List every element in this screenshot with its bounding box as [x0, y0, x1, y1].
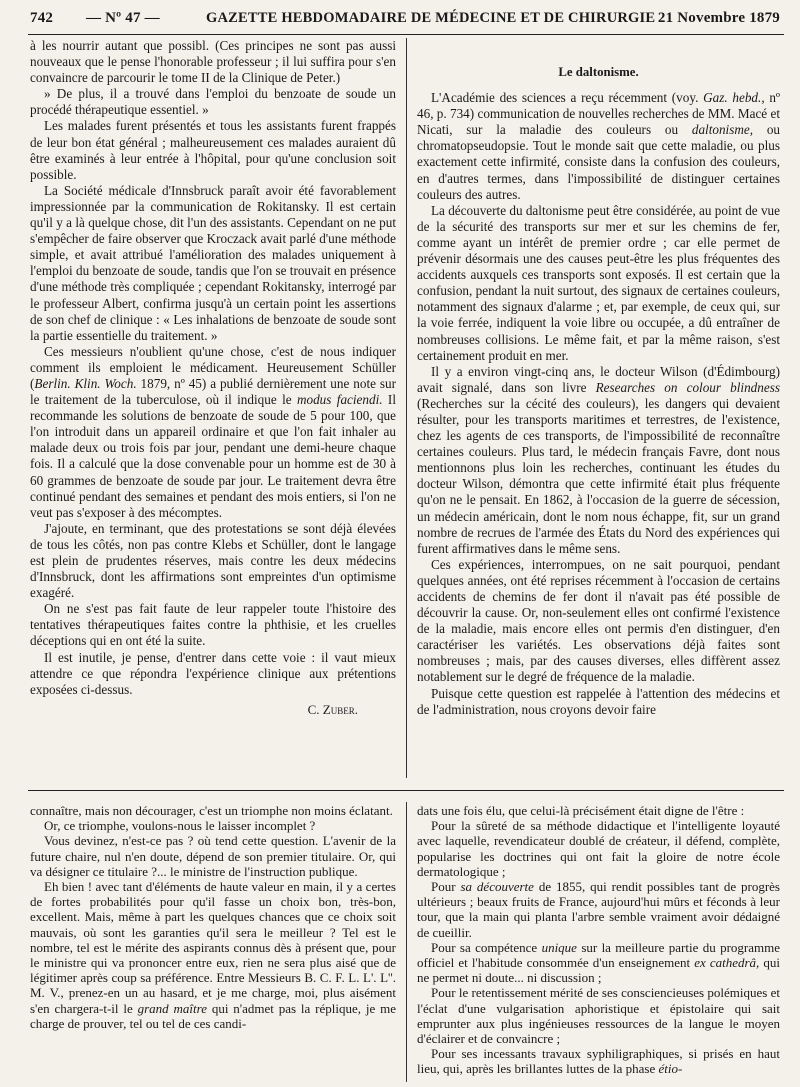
paragraph: » De plus, il a trouvé dans l'emploi du benzoate de soude un procédé thérapeutique essentiel. »	[30, 86, 396, 118]
paragraph: La découverte du daltonisme peut être considérée, au point de vue de la sécurité des transports sur mer et sur les chemins de fer, comme ayant un intérêt de premier ordre ; car elle permet de prévenir désormais une des causes peut-être les plus fréquentes des accidents auxquels ces transports sont exposés. Il est certain que la confusion, pendant la nuit surtout, des signaux de certaines couleurs, notamment des signaux d'alarme ; et, par exemple, de ceux qui, sur la voie ferrée, indiquent la voie libre ou occupée, a dû entraîner de nombreuses collisions. Le même fait, et par la même raison, s'est certainement produit en mer.	[417, 202, 780, 363]
citation: Berlin. Klin. Woch.	[34, 375, 137, 391]
latin-term: modus faciendi.	[296, 392, 383, 408]
emphasis: unique	[541, 939, 577, 955]
paragraph	[417, 90, 780, 203]
text-run: de 1855, qui rendit possibles tant de progrès ultérieurs ; beaux fruits de France, aujourd'hui mûrs et féconds à leur tour, que la main qui planta l'arbre semble vraiment avoir dédaigné de cueillir.	[417, 879, 780, 940]
paragraph: On ne s'est pas fait faute de leur rappeler toute l'histoire des tentatives thérapeutiques faites contre la phthisie, et les cruelles déceptions qui en ont été la suite.	[30, 601, 396, 649]
header-rule	[28, 34, 784, 35]
right-column-top	[417, 38, 780, 718]
text-run: Eh bien ! avec tant d'éléments de haute valeur en main, il y a certes de fortes probabilités pour qu'il fasse un choix bon, très-bon, excellent. Mais, même à part les quelques chances que ce choix soit mauvais, où sont les garanties qu'il sera le meilleur ? Tel est le nombre, tel est le mérite des aspirants connus dès à présent que, pour le ministre qui va prononcer entre eux, rien ne sera plus aisé que de légitimer après coup sa préférence. Entre Messieurs B. C. F. L. L'. L''. M. V., prenez-en un au hasard, et je me charge, moi, plus aisément s'en chargera-t-il le	[30, 879, 396, 1016]
term: daltonisme,	[691, 122, 754, 138]
section-rule	[28, 790, 784, 791]
journal-title: GAZETTE HEBDOMADAIRE DE MÉDECINE ET DE CHIRURGIE	[206, 10, 656, 26]
paragraph: connaître, mais non décourager, c'est un triomphe non moins éclatant.	[30, 803, 393, 818]
paragraph: Il est inutile, je pense, d'entrer dans cette voie : il vaut mieux attendre ce que répondra l'expérience clinique aux prétentions exposées ci-dessus.	[30, 649, 396, 697]
text-run: sur la meilleure partie du programme officiel et l'habitude consommée d'un enseignement	[417, 939, 781, 971]
text-run: Pour	[431, 879, 461, 895]
text-run: Pour sa compétence	[431, 939, 542, 955]
section-title: Le daltonisme.	[558, 65, 639, 79]
text-run: Il y a environ vingt-cinq ans, le docteur Wilson (d'Édimbourg) avait signalé, dans son livre	[417, 363, 780, 395]
paragraph: Ces expériences, interrompues, on ne sait pourquoi, pendant quelques années, ont été reprises récemment à l'occasion de certains accidents de chemins de fer dont il n'avait pas été possible de découvrir la cause. Or, non-seulement elles ont confirmé l'existence de la maladie, mais encore elles ont permis d'en distinguer, d'en caractériser les variétés. Les observations déjà faites sont nombreuses ; mais, par des causes diverses, elles diffèrent assez notablement sur le degré de fréquence de la maladie.	[417, 556, 780, 685]
left-column-top	[30, 38, 396, 718]
paragraph: J'ajoute, en terminant, que des protestations se sont déjà élevées de tous les côtés, non pas contre Klebs et Schüller, dont le langage est plein de prudentes réserves, mais contre les deux médecins d'Innsbruck, dont les affirmations sont empreintes d'un optimisme exagéré.	[30, 520, 396, 601]
citation: Gaz. hebd.	[703, 90, 762, 106]
paragraph: Or, ce triomphe, voulons-nous le laisser incomplet ?	[44, 818, 316, 834]
text-run: Il recommande les solutions de benzoate de soude de 5 pour 100, que l'on introduit dans un appareil ordinaire et que l'on fait inhaler au malade deux ou trois fois par jour, pendant une demi-heure chaque fois. Il a calculé que la dose convenable pour un homme est de 30 à 60 grammes de benzoate de soude par jour. Le traitement devra être continué pendant des semaines et pendant des mois entiers, si l'on ne veut pas s'exposer à des mécomptes.	[30, 392, 396, 520]
text-run: , nº 46, p. 734) communication de nouvelles recherches de MM. Macé et Nicati, sur la maladie des couleurs ou	[417, 90, 781, 138]
text-run: (Recherches sur la cécité des couleurs), les dangers qui devaient résulter, pour les transports maritimes et terrestres, de l'existence, chez les agents de ces transports, de l'impossibilité de reconnaître certaines couleurs. Plus tard, le médecin français Favre, dont nous mentionnons plus loin les recherches, continuant les études du docteur Wilson, démontra que cette infirmité était plus fréquente qu'on ne le pensait. En 1862, à l'occasion de la guerre de sécession, un médecin américain, dont le nom nous échappe, fit, sur un grand nombre de recrues de l'armée des États du Nord des expériences qui furent affirmatives dans le même sens.	[417, 395, 780, 556]
book-title: Researches on colour blindness	[595, 379, 780, 395]
right-column-bottom	[417, 803, 780, 1077]
emphasis: grand maître	[137, 1000, 207, 1016]
issue-number: — Nº 47 —	[86, 10, 160, 26]
text-run: L'Académie des sciences a reçu récemment (voy.	[431, 90, 704, 106]
text-run: qui ne permet ni doute... ni discussion ;	[417, 955, 780, 986]
issue-date: 21 Novembre 1879	[657, 10, 780, 26]
latin-term: ex cathedrâ,	[694, 955, 760, 971]
page-number: 742	[30, 10, 54, 26]
author-signature: C. Zuber.	[307, 701, 358, 717]
paragraph: Vous devinez, n'est-ce pas ? où tend cette question. L'avenir de la future chaire, nul n'en doute, dépend de son premier titulaire. Or, qui va désigner ce titulaire ?... le ministre de l'instruction publique.	[30, 833, 396, 879]
left-column-bottom	[30, 803, 396, 1031]
paragraph: Pour le retentissement mérité de ses consciencieuses polémiques et l'éclat d'une vulgarisation aphoristique et épistolaire qui sait emprunter aux plus ingénieuses ressources de la langue le moyen d'éclairer et de convaincre ;	[417, 985, 780, 1047]
paragraph: à les nourrir autant que possibl. (Ces principes ne sont pas aussi nouveaux que le pense l'honorable professeur ; il lui suffira pour s'en convaincre de parcourir le tome II de la Clinique de Peter.)	[30, 38, 396, 86]
paragraph	[417, 364, 780, 557]
paragraph	[417, 1046, 780, 1076]
column-divider	[406, 38, 407, 778]
emphasis: sa découverte	[460, 879, 534, 895]
paragraph	[417, 940, 780, 986]
text-run: Pour ses incessants travaux syphiligraphiques, si prisés en haut lieu, qui, après les brillantes luttes de la phase	[417, 1046, 780, 1077]
paragraph: Puisque cette question est rappelée à l'attention des médecins et de l'administration, nous croyons devoir faire	[417, 685, 780, 717]
paragraph: Les malades furent présentés et tous les assistants furent frappés de leur bon état général ; malheureusement ces malades auraient dû être examinés à leur entrée à l'hôpital, pour qu'une conclusion soit possible.	[30, 118, 396, 182]
text-run: qui n'admet pas la réplique, je me charge de prouver, tel ou tel de ces candi-	[30, 1000, 396, 1031]
page-header	[30, 6, 782, 30]
column-divider	[406, 802, 407, 1082]
paragraph	[30, 879, 396, 1031]
text-run: 1879, nº 45) a publié dernièrement une note sur le traitement de la tuberculose, où il indique le	[30, 375, 396, 408]
emphasis: étio-	[658, 1061, 683, 1077]
paragraph: dats une fois élu, que celui-là précisément était digne de l'être :	[417, 803, 745, 818]
paragraph	[30, 344, 396, 521]
paragraph: Pour la sûreté de sa méthode didactique et l'intelligente loyauté avec laquelle, revendicateur doublé de créateur, il défend, complète, popularise les doctrines qui ont fait la gloire de notre école dermatologique ;	[417, 818, 780, 879]
text-run: ou chromatopseudopsie. Tout le monde sait que cette maladie, ou plus exactement cette infirmité, consiste dans la confusion des couleurs, en d'autres termes, dans l'impossibilité de distinguer certaines couleurs des autres.	[417, 122, 781, 202]
paragraph: La Société médicale d'Innsbruck paraît avoir été favorablement impressionnée par la communication de Rokitansky. Il est certain qu'il y a là quelque chose, dit l'un des assistants. Cependant on ne put s'empêcher de faire observer que Kroczack avait parlé d'une méthode simple, et avait attribué l'amélioration des malades uniquement à l'emploi du benzoate de soude, tandis que l'on se trouvait en présence d'une méthode très compliquée ; cependant Rokitansky, interrogé par le professeur Albert, confirma jusqu'à un certain point les assertions de son chef de clinique : « Les inhalations de benzoate de soude sont la partie essentielle du traitement. »	[30, 182, 396, 343]
text-run: Ces messieurs n'oublient qu'une chose, c'est de nous indiquer comment ils emploient le médicament. Heureusement Schüller (	[30, 343, 396, 391]
paragraph	[417, 879, 780, 940]
